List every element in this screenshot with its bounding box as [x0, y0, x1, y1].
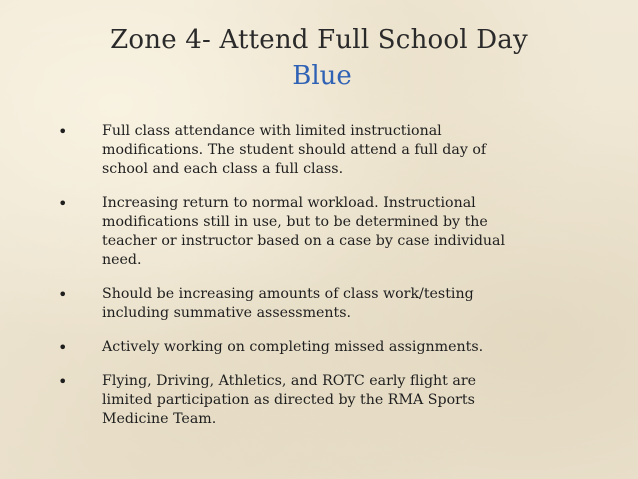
- bullet-text: Increasing return to normal workload. Instructional modifications still in use, but to be determined by the teacher or instructor based on a case by case individual need.: [102, 195, 506, 268]
- title-block: [0, 22, 638, 94]
- bullet-list: [58, 122, 528, 444]
- bullet-icon: •: [58, 194, 68, 213]
- bullet-text: Full class attendance with limited instructional modifications. The student should attend a full day of school and each class a full class.: [102, 123, 487, 177]
- bullet-item: [58, 338, 528, 357]
- bullet-icon: •: [58, 122, 68, 141]
- bullet-icon: •: [58, 285, 68, 304]
- bullet-text: Actively working on completing missed assignments.: [102, 339, 484, 355]
- bullet-item: [58, 122, 528, 179]
- bullet-text: Flying, Driving, Athletics, and ROTC early flight are limited participation as directed by the RMA Sports Medicine Team.: [102, 373, 477, 427]
- slide-subtitle: Blue: [292, 61, 352, 91]
- bullet-item: [58, 194, 528, 270]
- bullet-item: [58, 372, 528, 429]
- bullet-item: [58, 285, 528, 323]
- bullet-text: Should be increasing amounts of class work/testing including summative assessments.: [102, 286, 474, 321]
- bullet-icon: •: [58, 338, 68, 357]
- slide-title: Zone 4- Attend Full School Day: [110, 25, 528, 55]
- bullet-icon: •: [58, 372, 68, 391]
